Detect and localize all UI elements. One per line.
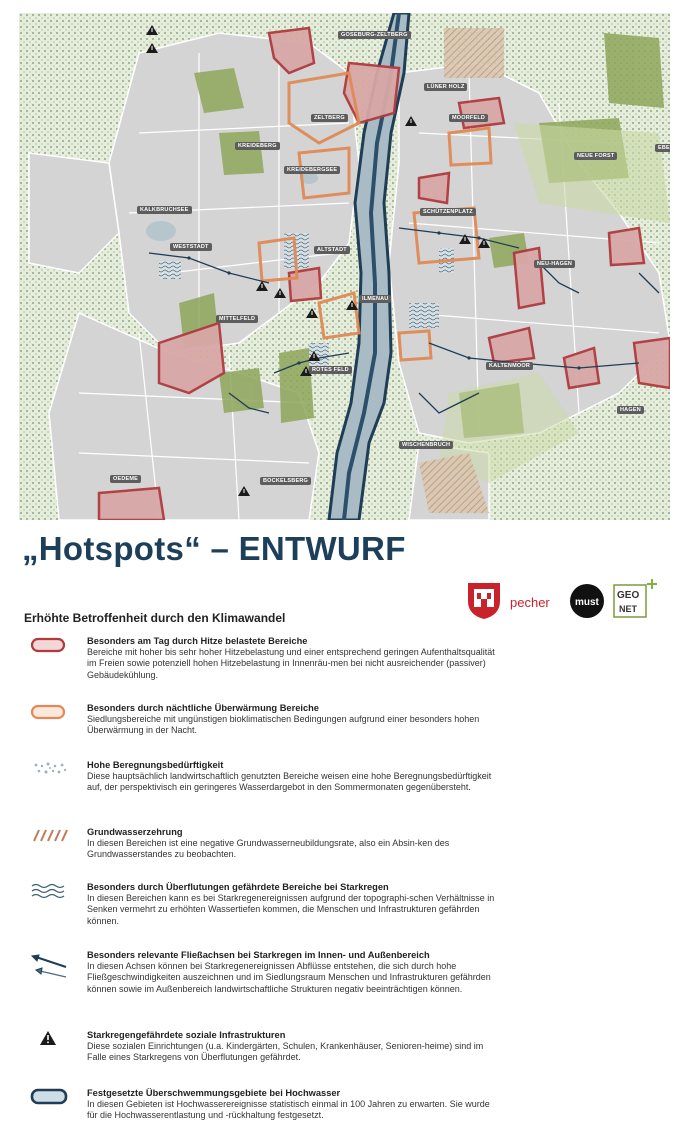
pecher-logo — [510, 595, 550, 610]
place-label: ALTSTADT — [314, 246, 350, 254]
place-label: MOORFELD — [449, 114, 488, 122]
place-label: GOSEBURG-ZELTBERG — [338, 31, 411, 39]
place-label: OEDEME — [110, 475, 141, 483]
place-label: ILMENAU — [359, 295, 391, 303]
place-label: ROTES FELD — [309, 366, 352, 374]
place-label: KALKBRUCHSEE — [137, 206, 192, 214]
flow-axis-symbol — [28, 950, 70, 980]
floodplain-symbol — [28, 1088, 70, 1112]
place-label: ZELTBERG — [311, 114, 348, 122]
svg-text:pecher: pecher — [510, 595, 550, 610]
place-label: BOCKELSBERG — [260, 477, 311, 485]
place-label: HAGEN — [617, 406, 644, 414]
place-label: KREIDEBERG — [235, 142, 280, 150]
place-label: SCHÜTZENPLATZ — [420, 208, 476, 216]
place-label: KALTENMOOR — [486, 362, 533, 370]
svg-text:NET: NET — [619, 604, 637, 614]
page-title: „Hotspots“ – ENTWURF — [22, 530, 406, 567]
legend-title: Erhöhte Betroffenheit durch den Klimawandel — [24, 611, 286, 625]
place-label: WISCHENBRUCH — [399, 441, 453, 449]
hotspot-map — [19, 13, 670, 520]
place-label: WESTSTADT — [170, 243, 212, 251]
heat-night-symbol — [28, 703, 70, 727]
svg-text:GEO: GEO — [617, 590, 640, 601]
svg-text:must: must — [575, 597, 599, 608]
place-label: LÜNER HOLZ — [424, 83, 467, 91]
place-label: NEU-HAGEN — [534, 260, 575, 268]
place-label: KREIDEBERGSEE — [284, 166, 340, 174]
warning-icon — [28, 1030, 70, 1054]
flooding-symbol — [28, 882, 70, 906]
irrigation-symbol — [28, 760, 70, 784]
logo-bar — [466, 579, 666, 619]
place-label: MITTELFELD — [216, 315, 258, 323]
place-label: NEUE FORST — [574, 152, 617, 160]
must-logo — [570, 584, 604, 618]
lueneburg-coat-of-arms-logo — [468, 583, 500, 619]
geo-net-logo — [614, 579, 657, 617]
groundwater-symbol — [28, 827, 70, 851]
place-label: EBE — [655, 144, 670, 152]
heat-day-symbol — [28, 636, 70, 660]
